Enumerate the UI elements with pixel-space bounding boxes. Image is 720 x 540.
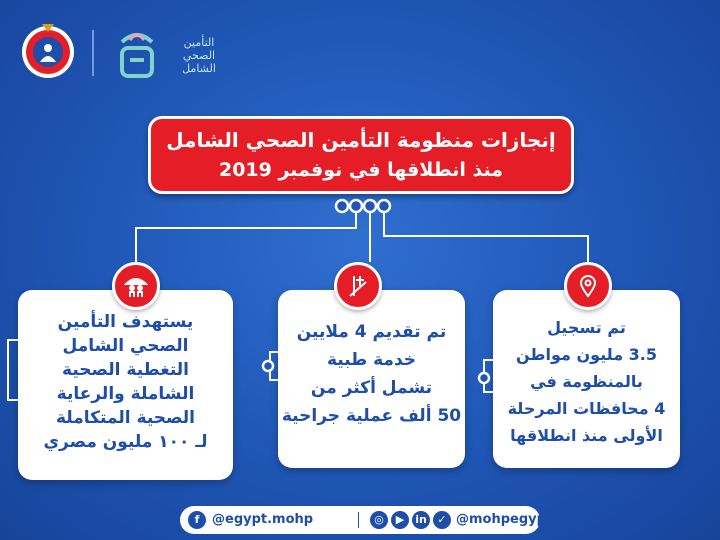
logo-divider <box>92 30 94 76</box>
twitter-icon[interactable]: ✓ <box>433 511 451 529</box>
card-coverage <box>18 290 233 480</box>
card-registration-text: تم تسجيل 3.5 مليون مواطن بالمنظومة في 4 محافظات المرحلة الأولى منذ انطلاقها <box>507 318 666 445</box>
card-services <box>278 290 465 468</box>
social-handle[interactable]: @mohpegypt <box>456 512 553 527</box>
location-pin-icon <box>564 262 612 310</box>
footer-divider <box>358 512 359 528</box>
youtube-icon[interactable]: ▶ <box>391 511 409 529</box>
footer-social-bar <box>180 506 553 534</box>
instagram-icon[interactable]: ◎ <box>370 511 388 529</box>
universal-health-insurance-logo <box>112 24 162 80</box>
page-title: إنجازات منظومة التأمين الصحي الشامل <box>166 128 556 152</box>
linkedin-icon[interactable]: in <box>412 511 430 529</box>
surgical-instruments-icon <box>334 262 382 310</box>
facebook-handle[interactable]: @egypt.mohp <box>212 512 314 527</box>
title-banner <box>148 116 574 194</box>
card-services-text: تم تقديم 4 ملايين خدمة طبية تشمل أكثر من 50 ألف عملية جراحية <box>281 322 462 426</box>
universal-health-insurance-logo-text: التأمين الصحي الشامل <box>182 36 216 75</box>
card-registration <box>493 290 680 468</box>
card-coverage-text: يستهدف التأمين الصحي الشامل التغطية الصحية الشاملة والرعاية الصحية المتكاملة لـ ١٠٠ مليون مصري <box>43 312 208 452</box>
ministry-of-health-logo <box>18 20 78 80</box>
page-subtitle: منذ انطلاقها في نوفمبر 2019 <box>218 159 503 181</box>
facebook-icon[interactable]: f <box>188 511 206 529</box>
family-umbrella-icon <box>112 262 160 310</box>
